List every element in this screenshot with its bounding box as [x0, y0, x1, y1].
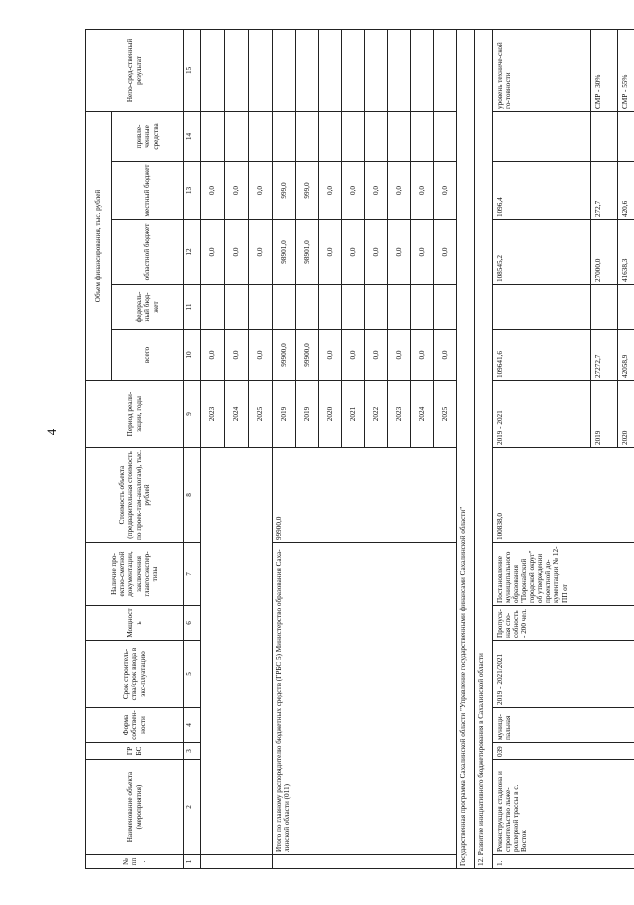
- year-cell: 2024: [411, 381, 434, 448]
- col-number: 8: [184, 448, 201, 543]
- item-name: Реконструкция стадиона и строительство лыже-роллерной трассы в с. Восток: [493, 760, 634, 855]
- header-total: всего: [112, 330, 184, 381]
- column-number-row: [184, 29, 201, 868]
- col-number: 14: [184, 111, 201, 161]
- program-title: Государственная программа Сахалинской области "Управление государственными финансами Сахалинской области": [457, 29, 475, 868]
- subprogram-row: [475, 29, 493, 868]
- header-result: Непо-сред-ственный результат: [86, 29, 184, 111]
- result-cell: уровень техниче-ской го-товности: [493, 29, 591, 111]
- year-cell: 2019: [296, 381, 319, 448]
- regional-cell: 0,0: [434, 220, 457, 285]
- header-name: Наименование объекта (мероприятия): [86, 760, 184, 855]
- local-cell: 0,0: [319, 162, 342, 220]
- regional-cell: 0,0: [319, 220, 342, 285]
- year-cell: 2025: [434, 381, 457, 448]
- item-psd: Постановление муниципального образования "Поронайский городской округ" об утверждении проектной до-кументации № 12-ПП от: [493, 543, 634, 606]
- regional-cell: 108545,2: [493, 220, 591, 285]
- col-number: 13: [184, 162, 201, 220]
- col-number: 3: [184, 743, 201, 760]
- total-cell: 0,0: [365, 330, 388, 381]
- page-number: 4: [44, 428, 59, 436]
- year-cell: 2020: [618, 381, 634, 448]
- total-cell: 99900,0: [296, 330, 319, 381]
- regional-cell: 0,0: [225, 220, 249, 285]
- regional-cell: 0,0: [249, 220, 273, 285]
- result-cell: СМР - 55%: [618, 29, 634, 111]
- col-number: 4: [184, 708, 201, 743]
- col-number: 7: [184, 543, 201, 606]
- header-num: № пп.: [86, 855, 184, 869]
- year-cell: 2019: [273, 381, 296, 448]
- total-cell: 99900,0: [273, 330, 296, 381]
- item-capacity: Пропуск-ная спо-собность - 200 чел.: [493, 606, 634, 641]
- local-cell: 999,0: [296, 162, 319, 220]
- total-cell: 0,0: [388, 330, 411, 381]
- year-cell: 2023: [201, 381, 225, 448]
- header-term: Срок строитель-ства/срок ввода в экс-плуатацию: [86, 641, 184, 708]
- header-local: местный бюджет: [112, 162, 184, 220]
- local-cell: 0,0: [342, 162, 365, 220]
- local-cell: 0,0: [249, 162, 273, 220]
- year-cell: 2022: [365, 381, 388, 448]
- col-number: 10: [184, 330, 201, 381]
- col-number: 9: [184, 381, 201, 448]
- col-number: 1: [184, 855, 201, 869]
- header-ownership: Форма собствен-ности: [86, 708, 184, 743]
- local-cell: 0,0: [434, 162, 457, 220]
- year-cell: 2025: [249, 381, 273, 448]
- local-cell: 0,0: [388, 162, 411, 220]
- year-cell: 2020: [319, 381, 342, 448]
- total-cell: 27272,7: [590, 330, 618, 381]
- subprogram-title: 12. Развитие инициативного бюджетирования в Сахалинской области: [475, 29, 493, 868]
- col-number: 12: [184, 220, 201, 285]
- item-cost: 100838,0: [493, 448, 634, 543]
- item-num: 1.: [493, 855, 634, 869]
- capital-investment-table: [85, 29, 634, 869]
- regional-cell: 27000,0: [590, 220, 618, 285]
- total-cell: 109641,6: [493, 330, 591, 381]
- total-cost: 99900,0: [273, 448, 457, 543]
- local-cell: 0,0: [411, 162, 434, 220]
- header-federal: федераль-ный бюд-жет: [112, 285, 184, 330]
- regional-cell: 98901,0: [296, 220, 319, 285]
- rotated-table-container: [85, 30, 629, 869]
- local-cell: 0,0: [365, 162, 388, 220]
- total-row: [273, 29, 296, 868]
- regional-cell: 0,0: [388, 220, 411, 285]
- total-cell: 0,0: [249, 330, 273, 381]
- total-cell: 0,0: [342, 330, 365, 381]
- regional-cell: 0,0: [411, 220, 434, 285]
- total-cell: 0,0: [225, 330, 249, 381]
- regional-cell: 0,0: [365, 220, 388, 285]
- local-cell: 0,0: [225, 162, 249, 220]
- local-cell: 999,0: [273, 162, 296, 220]
- local-cell: 272,7: [590, 162, 618, 220]
- item-ownership: муници-пальная: [493, 708, 634, 743]
- col-number: 5: [184, 641, 201, 708]
- year-cell: 2019 - 2021: [493, 381, 591, 448]
- local-cell: 0,0: [201, 162, 225, 220]
- regional-cell: 98901,0: [273, 220, 296, 285]
- local-cell: 420,6: [618, 162, 634, 220]
- header-grbs: ГРБС: [86, 743, 184, 760]
- col-number: 2: [184, 760, 201, 855]
- table-row: [201, 29, 225, 868]
- col-number: 11: [184, 285, 201, 330]
- total-label: Итого по главному распорядителю бюджетных средств (ГРБС 5) Министерство образования Саха-линской области (011): [273, 543, 457, 855]
- local-cell: 1096,4: [493, 162, 591, 220]
- header-regional: областной бюджет: [112, 220, 184, 285]
- header-funding: Объем финансирования, тыс. рублей: [86, 111, 112, 380]
- year-cell: 2019: [590, 381, 618, 448]
- year-cell: 2024: [225, 381, 249, 448]
- year-cell: 2021: [342, 381, 365, 448]
- header-cost: Стоимость объекта (предварительная стоимость по проек-там-аналогам), тыс. рублей: [86, 448, 184, 543]
- col-number: 6: [184, 606, 201, 641]
- total-cell: 0,0: [434, 330, 457, 381]
- table-row: [493, 29, 591, 868]
- item-grbs: 039: [493, 743, 634, 760]
- regional-cell: 41638,3: [618, 220, 634, 285]
- regional-cell: 0,0: [201, 220, 225, 285]
- header-row-1: [86, 29, 112, 868]
- year-cell: 2023: [388, 381, 411, 448]
- total-cell: 0,0: [411, 330, 434, 381]
- total-cell: 0,0: [201, 330, 225, 381]
- result-cell: СМР - 30%: [590, 29, 618, 111]
- total-cell: 42058,9: [618, 330, 634, 381]
- total-cell: 0,0: [319, 330, 342, 381]
- program-row: [457, 29, 475, 868]
- regional-cell: 0,0: [342, 220, 365, 285]
- header-capacity: Мощность: [86, 606, 184, 641]
- header-other: привле-ченные средства: [112, 111, 184, 161]
- header-psd: Наличие про-ектно-сметной документации, заключения главгосэкспер-тизы: [86, 543, 184, 606]
- header-period: Период реали-зации, годы: [86, 381, 184, 448]
- col-number: 15: [184, 29, 201, 111]
- item-term: 2019 - 2021/2021: [493, 641, 634, 708]
